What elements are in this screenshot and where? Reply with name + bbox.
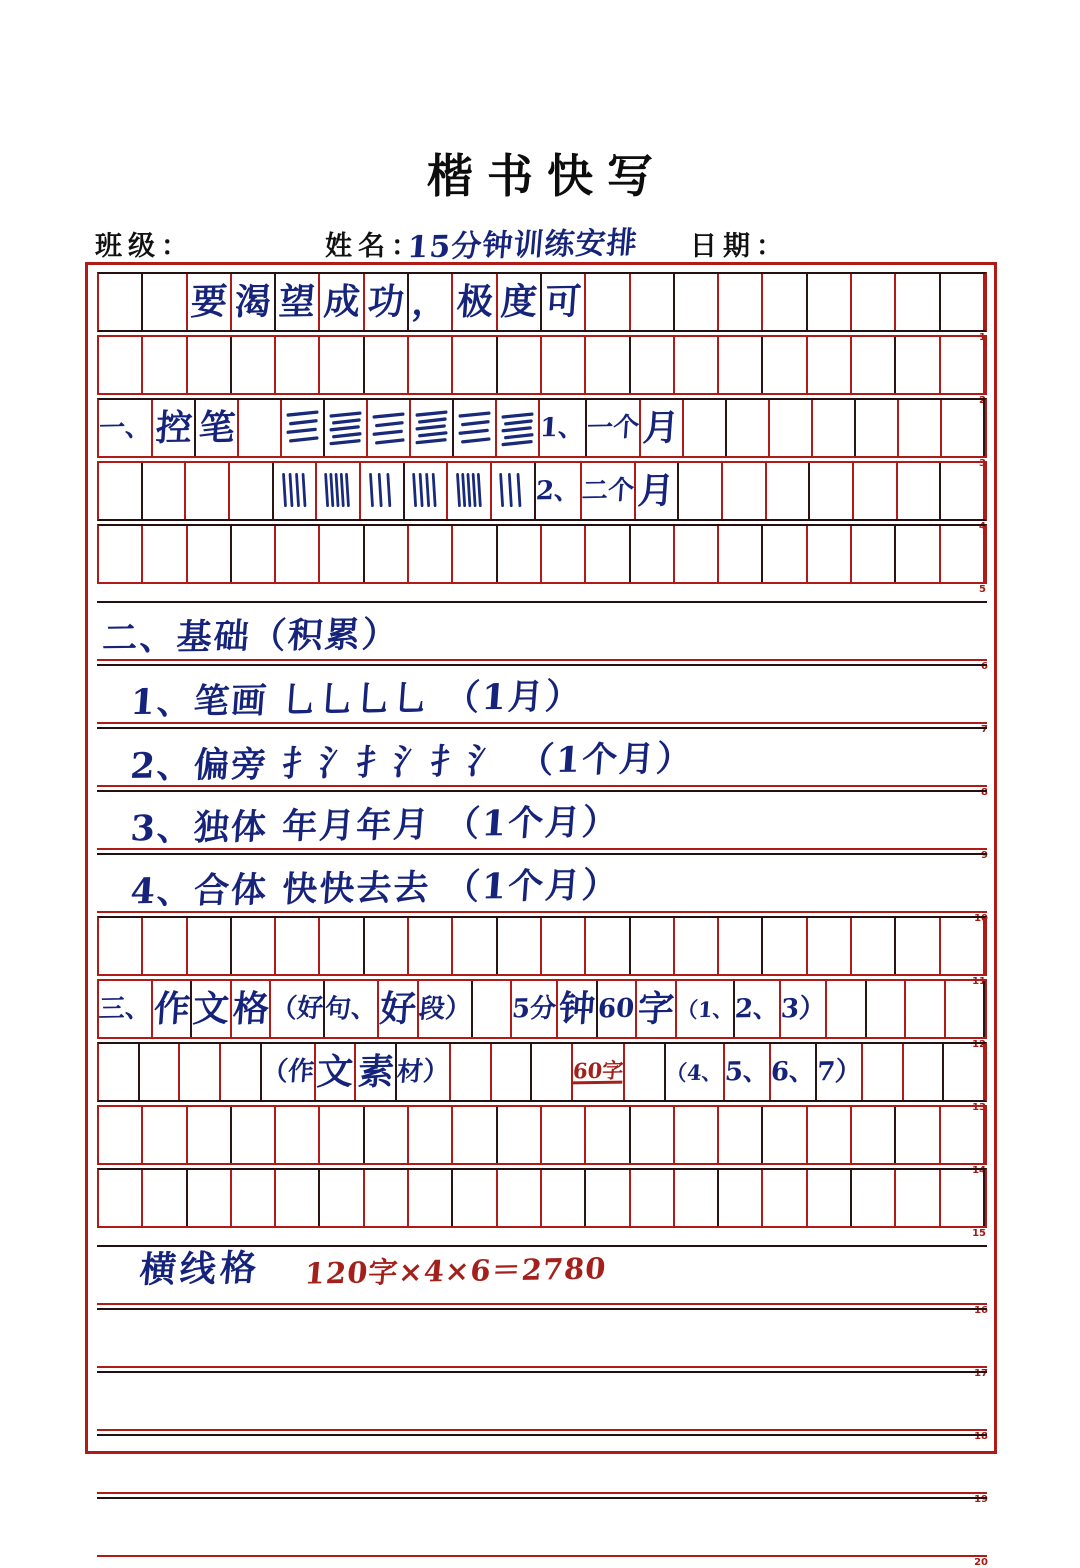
grid-cell[interactable] xyxy=(719,274,763,330)
grid-cell[interactable] xyxy=(188,1107,232,1163)
grid-cell[interactable] xyxy=(453,526,497,582)
grid-cell[interactable] xyxy=(719,918,763,974)
grid-cell[interactable] xyxy=(365,337,409,393)
row-gap xyxy=(97,584,987,601)
cell-handwriting: 段） xyxy=(417,993,472,1025)
grid-cell[interactable] xyxy=(586,337,630,393)
row-number: 12 xyxy=(972,1039,986,1050)
grid-cell[interactable] xyxy=(532,1044,573,1100)
grid-cell[interactable] xyxy=(419,981,473,1037)
grid-cell[interactable] xyxy=(188,274,232,330)
cell-handwriting: 2、 xyxy=(534,475,581,507)
row-number: 5 xyxy=(979,584,986,595)
cell-handwriting: 成 xyxy=(322,280,362,324)
grid-cell[interactable] xyxy=(453,918,497,974)
hengxiange-calculation: 120字×4×6＝2780 xyxy=(303,1251,608,1291)
grid-cell[interactable] xyxy=(808,274,852,330)
grid-cell[interactable] xyxy=(451,1044,492,1100)
worksheet-row xyxy=(97,1431,988,1505)
grid-cell[interactable] xyxy=(867,981,906,1037)
cell-handwriting: 句、 xyxy=(324,993,379,1025)
grid-cell[interactable] xyxy=(232,1107,276,1163)
row-number: 16 xyxy=(974,1305,988,1316)
worksheet-row xyxy=(97,913,988,987)
grid-cell[interactable] xyxy=(946,981,985,1037)
shu-stroke-practice-icon[interactable] xyxy=(361,463,405,519)
row-number: 19 xyxy=(974,1494,988,1505)
grid-cell[interactable] xyxy=(409,526,453,582)
row-number: 13 xyxy=(972,1102,986,1113)
grid-cell[interactable] xyxy=(536,463,582,519)
grid-cell[interactable] xyxy=(763,526,807,582)
grid-cell[interactable] xyxy=(453,1107,497,1163)
heng-stroke-practice-icon[interactable] xyxy=(454,400,497,456)
worksheet-row xyxy=(97,1039,987,1113)
cell-handwriting: 好 xyxy=(378,987,418,1031)
grid-cell[interactable] xyxy=(631,918,675,974)
hengxiange-label: 横线格 xyxy=(138,1246,262,1292)
grid-cell[interactable] xyxy=(542,337,586,393)
grid-cell[interactable] xyxy=(582,463,636,519)
grid-cell[interactable] xyxy=(540,400,586,456)
grid-cell[interactable] xyxy=(637,981,676,1037)
shu-stroke-practice-icon[interactable] xyxy=(405,463,449,519)
grid-cell[interactable] xyxy=(899,400,942,456)
grid-cell[interactable] xyxy=(188,1170,232,1226)
row-number: 7 xyxy=(981,724,988,735)
grid-cell[interactable] xyxy=(679,463,723,519)
worksheet-row xyxy=(97,787,988,861)
worksheet-row xyxy=(97,1305,988,1379)
grid-cell[interactable] xyxy=(542,274,586,330)
grid-cell[interactable] xyxy=(276,526,320,582)
grid-cell[interactable] xyxy=(763,274,807,330)
row-number: 11 xyxy=(972,976,986,987)
cell-handwriting: 3） xyxy=(780,993,827,1025)
grid-cell[interactable] xyxy=(719,526,763,582)
grid-cell[interactable] xyxy=(320,1170,364,1226)
cell-handwriting: ， xyxy=(410,280,450,324)
grid-cell[interactable] xyxy=(896,918,940,974)
grid-cell[interactable] xyxy=(498,1107,542,1163)
grid-cell[interactable] xyxy=(143,918,187,974)
cell-handwriting: 5分 xyxy=(511,993,558,1025)
grid-cell[interactable] xyxy=(262,1044,316,1100)
cell-handwriting: 渴 xyxy=(233,280,273,324)
grid-cell[interactable] xyxy=(854,463,898,519)
cell-handwriting: 极 xyxy=(455,280,495,324)
cell-handwriting: 一、 xyxy=(97,412,153,444)
grid-cell[interactable] xyxy=(586,1107,630,1163)
grid-cell[interactable] xyxy=(276,337,320,393)
grid-cell[interactable] xyxy=(498,274,542,330)
cell-handwriting: 度 xyxy=(499,280,539,324)
cell-handwriting: （作 xyxy=(260,1056,315,1088)
cell-handwriting: 月 xyxy=(636,469,676,513)
grid-cell[interactable] xyxy=(719,1107,763,1163)
cell-handwriting: 文 xyxy=(315,1050,355,1094)
row-number: 15 xyxy=(972,1228,986,1239)
grid-cell[interactable] xyxy=(587,400,641,456)
grid-cell[interactable] xyxy=(99,400,153,456)
grid-cell[interactable] xyxy=(498,918,542,974)
grid-cell[interactable] xyxy=(276,1170,320,1226)
grid-cell[interactable] xyxy=(230,463,274,519)
name-label: 姓名： xyxy=(325,231,424,262)
grid-cell[interactable] xyxy=(941,274,985,330)
grid-cell[interactable] xyxy=(192,981,231,1037)
grid-cell[interactable] xyxy=(944,1044,985,1100)
row-number: 6 xyxy=(981,661,988,672)
cell-handwriting: 二个 xyxy=(580,475,635,507)
grid-cell[interactable] xyxy=(863,1044,904,1100)
grid-cell[interactable] xyxy=(852,526,896,582)
cell-handwriting: 文 xyxy=(191,987,231,1031)
grid-cell[interactable] xyxy=(99,337,143,393)
line-handwriting: 1、笔画 乚乚乚乚 （1月） xyxy=(129,675,584,724)
grid-cell[interactable] xyxy=(232,918,276,974)
line-handwriting: 3、独体 年月年月 （1个月） xyxy=(129,801,621,850)
grid-cell[interactable] xyxy=(719,1170,763,1226)
worksheet-row xyxy=(97,1102,987,1176)
worksheet-row xyxy=(97,332,987,406)
grid-cell[interactable] xyxy=(143,1107,187,1163)
grid-cell[interactable] xyxy=(365,918,409,974)
grid-cell[interactable] xyxy=(725,1044,771,1100)
cell-handwriting: 60字 xyxy=(572,1057,625,1084)
grid-cell[interactable] xyxy=(573,1044,625,1100)
grid-cell[interactable] xyxy=(852,337,896,393)
heng-stroke-practice-icon[interactable] xyxy=(282,400,325,456)
worksheet-row xyxy=(97,458,987,532)
header-fields xyxy=(0,222,1080,266)
grid-cell[interactable] xyxy=(320,918,364,974)
grid-cell[interactable] xyxy=(856,400,899,456)
grid-cell[interactable] xyxy=(153,981,192,1037)
grid-cell[interactable] xyxy=(453,337,497,393)
grid-cell[interactable] xyxy=(99,1170,143,1226)
grid-cell[interactable] xyxy=(409,274,453,330)
grid-cell[interactable] xyxy=(196,400,239,456)
worksheet-row xyxy=(97,601,988,672)
grid-cell[interactable] xyxy=(143,463,187,519)
grid-cell[interactable] xyxy=(542,1107,586,1163)
page-title: 楷书快写 xyxy=(427,149,667,203)
line-handwriting: 2、偏旁 扌氵扌氵扌氵 （1个月） xyxy=(128,738,695,787)
row-gap xyxy=(97,1228,987,1245)
grid-cell[interactable] xyxy=(941,526,985,582)
grid-cell[interactable] xyxy=(631,1107,675,1163)
grid-cell[interactable] xyxy=(232,526,276,582)
grid-cell[interactable] xyxy=(896,274,940,330)
heng-stroke-practice-icon[interactable] xyxy=(411,400,454,456)
grid-cell[interactable] xyxy=(542,918,586,974)
grid-cell[interactable] xyxy=(675,1107,719,1163)
grid-cell[interactable] xyxy=(186,463,230,519)
grid-cell[interactable] xyxy=(586,918,630,974)
grid-cell[interactable] xyxy=(808,1170,852,1226)
grid-cell[interactable] xyxy=(232,274,276,330)
worksheet-row xyxy=(97,724,988,798)
grid-cell[interactable] xyxy=(143,526,187,582)
row-number: 9 xyxy=(981,850,988,861)
grid-cell[interactable] xyxy=(316,1044,357,1100)
shu-stroke-practice-icon[interactable] xyxy=(448,463,492,519)
line-handwriting: 4、合体 快快去去 （1个月） xyxy=(129,864,621,913)
grid-cell[interactable] xyxy=(906,981,945,1037)
grid-cell[interactable] xyxy=(232,1170,276,1226)
grid-cell[interactable] xyxy=(512,981,558,1037)
grid-cell[interactable] xyxy=(473,981,512,1037)
grid-cell[interactable] xyxy=(631,337,675,393)
row-number: 18 xyxy=(974,1431,988,1442)
grid-cell[interactable] xyxy=(365,1107,409,1163)
grid-cell[interactable] xyxy=(631,526,675,582)
grid-cell[interactable] xyxy=(409,337,453,393)
shu-stroke-practice-icon[interactable] xyxy=(274,463,318,519)
grid-cell[interactable] xyxy=(666,1044,725,1100)
heng-stroke-practice-icon[interactable] xyxy=(497,400,540,456)
line-handwriting: 二、基础（积累） xyxy=(101,613,401,660)
grid-cell[interactable] xyxy=(727,400,770,456)
grid-cell[interactable] xyxy=(896,1107,940,1163)
grid-cell[interactable] xyxy=(763,1107,807,1163)
grid-cell[interactable] xyxy=(586,1170,630,1226)
cell-handwriting: 笔 xyxy=(197,406,237,450)
grid-cell[interactable] xyxy=(140,1044,181,1100)
cell-handwriting: 控 xyxy=(154,406,194,450)
grid-cell[interactable] xyxy=(771,1044,817,1100)
grid-cell[interactable] xyxy=(320,1107,364,1163)
grid-cell[interactable] xyxy=(498,526,542,582)
grid-cell[interactable] xyxy=(817,1044,863,1100)
grid-cell[interactable] xyxy=(723,463,767,519)
cell-handwriting: 功 xyxy=(366,280,406,324)
grid-cell[interactable] xyxy=(941,463,985,519)
grid-cell[interactable] xyxy=(99,526,143,582)
grid-cell[interactable] xyxy=(808,1107,852,1163)
grid-cell[interactable] xyxy=(941,1107,985,1163)
grid-cell[interactable] xyxy=(232,337,276,393)
cell-handwriting: 望 xyxy=(277,280,317,324)
worksheet-row xyxy=(97,1494,988,1568)
row-number: 17 xyxy=(974,1368,988,1379)
shu-stroke-practice-icon[interactable] xyxy=(317,463,361,519)
date-label: 日期： xyxy=(690,231,789,262)
grid-cell[interactable] xyxy=(675,918,719,974)
grid-cell[interactable] xyxy=(770,400,813,456)
grid-cell[interactable] xyxy=(365,274,409,330)
grid-cell[interactable] xyxy=(232,981,271,1037)
grid-cell[interactable] xyxy=(498,337,542,393)
grid-cell[interactable] xyxy=(763,1170,807,1226)
cell-handwriting: 6、 xyxy=(769,1056,816,1088)
grid-cell[interactable] xyxy=(99,1107,143,1163)
worksheet-row xyxy=(97,1165,987,1239)
row-number: 8 xyxy=(981,787,988,798)
grid-cell[interactable] xyxy=(813,400,856,456)
shu-stroke-practice-icon[interactable] xyxy=(492,463,536,519)
grid-cell[interactable] xyxy=(675,1170,719,1226)
row-number: 10 xyxy=(974,913,988,924)
grid-cell[interactable] xyxy=(767,463,811,519)
cell-handwriting: 钟 xyxy=(557,987,597,1031)
heng-stroke-practice-icon[interactable] xyxy=(368,400,411,456)
heng-stroke-practice-icon[interactable] xyxy=(325,400,368,456)
cell-handwriting: 60 xyxy=(597,993,636,1025)
grid-cell[interactable] xyxy=(99,463,143,519)
cell-handwriting: 5、 xyxy=(723,1056,770,1088)
cell-handwriting: 可 xyxy=(543,280,583,324)
grid-cell[interactable] xyxy=(808,337,852,393)
cell-handwriting: 月 xyxy=(641,406,681,450)
grid-cell[interactable] xyxy=(898,463,942,519)
grid-cell[interactable] xyxy=(99,918,143,974)
cell-handwriting: 作 xyxy=(152,987,192,1031)
grid-cell[interactable] xyxy=(397,1044,451,1100)
grid-cell[interactable] xyxy=(827,981,866,1037)
worksheet-row xyxy=(97,521,987,595)
row-number: 1 xyxy=(979,332,986,343)
worksheet-rows xyxy=(97,272,988,1568)
name-handwritten-value: 15分钟训练安排 xyxy=(406,225,640,266)
grid-cell[interactable] xyxy=(598,981,637,1037)
grid-cell[interactable] xyxy=(636,463,680,519)
row-number: 14 xyxy=(972,1165,986,1176)
grid-cell[interactable] xyxy=(677,981,736,1037)
grid-cell[interactable] xyxy=(684,400,727,456)
grid-cell[interactable] xyxy=(409,1107,453,1163)
grid-cell[interactable] xyxy=(99,981,153,1037)
grid-cell[interactable] xyxy=(808,526,852,582)
cell-handwriting: 7） xyxy=(815,1056,862,1088)
grid-cell[interactable] xyxy=(675,274,719,330)
worksheet-row xyxy=(97,272,987,343)
grid-cell[interactable] xyxy=(180,1044,221,1100)
grid-cell[interactable] xyxy=(810,463,854,519)
grid-cell[interactable] xyxy=(808,918,852,974)
worksheet-row xyxy=(97,850,988,924)
grid-cell[interactable] xyxy=(409,1170,453,1226)
grid-cell[interactable] xyxy=(320,526,364,582)
grid-cell[interactable] xyxy=(586,526,630,582)
grid-cell[interactable] xyxy=(239,400,282,456)
cell-handwriting: 1、 xyxy=(539,412,586,444)
grid-cell[interactable] xyxy=(542,1170,586,1226)
row-number: 4 xyxy=(979,521,986,532)
grid-cell[interactable] xyxy=(99,274,143,330)
cell-handwriting: （好 xyxy=(270,993,325,1025)
grid-cell[interactable] xyxy=(143,1170,187,1226)
grid-cell[interactable] xyxy=(153,400,196,456)
class-label: 班级： xyxy=(95,231,194,262)
grid-cell[interactable] xyxy=(852,918,896,974)
row-number: 3 xyxy=(979,458,986,469)
row-number: 2 xyxy=(979,395,986,406)
grid-cell[interactable] xyxy=(735,981,781,1037)
grid-cell[interactable] xyxy=(852,274,896,330)
grid-cell[interactable] xyxy=(852,1170,896,1226)
grid-cell[interactable] xyxy=(99,1044,140,1100)
grid-cell[interactable] xyxy=(498,1170,542,1226)
worksheet-row xyxy=(97,661,988,735)
worksheet-row xyxy=(97,1368,988,1442)
cell-handwriting: 素 xyxy=(356,1050,396,1094)
grid-cell[interactable] xyxy=(586,274,630,330)
grid-cell[interactable] xyxy=(763,337,807,393)
cell-handwriting: 格 xyxy=(231,987,271,1031)
grid-cell[interactable] xyxy=(221,1044,262,1100)
grid-cell[interactable] xyxy=(896,1170,940,1226)
grid-cell[interactable] xyxy=(941,337,985,393)
cell-handwriting: 2、 xyxy=(734,993,781,1025)
grid-cell[interactable] xyxy=(942,400,985,456)
grid-cell[interactable] xyxy=(896,337,940,393)
grid-cell[interactable] xyxy=(271,981,325,1037)
grid-cell[interactable] xyxy=(904,1044,945,1100)
grid-cell[interactable] xyxy=(675,526,719,582)
grid-cell[interactable] xyxy=(276,918,320,974)
grid-cell[interactable] xyxy=(896,526,940,582)
grid-cell[interactable] xyxy=(143,337,187,393)
grid-cell[interactable] xyxy=(188,337,232,393)
cell-handwriting: 字 xyxy=(636,987,676,1031)
grid-cell[interactable] xyxy=(188,918,232,974)
cell-handwriting: 材） xyxy=(395,1056,451,1088)
grid-cell[interactable] xyxy=(365,526,409,582)
row-number: 20 xyxy=(974,1557,988,1568)
cell-handwriting: 要 xyxy=(189,280,229,324)
grid-cell[interactable] xyxy=(492,1044,533,1100)
grid-cell[interactable] xyxy=(325,981,379,1037)
grid-cell[interactable] xyxy=(558,981,597,1037)
grid-cell[interactable] xyxy=(781,981,827,1037)
grid-cell[interactable] xyxy=(675,337,719,393)
grid-cell[interactable] xyxy=(453,274,497,330)
grid-cell[interactable] xyxy=(320,337,364,393)
grid-cell[interactable] xyxy=(941,1170,985,1226)
grid-cell[interactable] xyxy=(356,1044,397,1100)
cell-handwriting: 一个 xyxy=(585,412,640,444)
grid-cell[interactable] xyxy=(143,274,187,330)
cell-handwriting: （4、 xyxy=(665,1059,724,1085)
grid-cell[interactable] xyxy=(631,1170,675,1226)
worksheet-row xyxy=(97,395,987,469)
grid-cell[interactable] xyxy=(631,274,675,330)
grid-cell[interactable] xyxy=(542,526,586,582)
grid-cell[interactable] xyxy=(641,400,684,456)
grid-cell[interactable] xyxy=(276,1107,320,1163)
grid-cell[interactable] xyxy=(941,918,985,974)
grid-cell[interactable] xyxy=(276,274,320,330)
grid-cell[interactable] xyxy=(409,918,453,974)
grid-cell[interactable] xyxy=(763,918,807,974)
grid-cell[interactable] xyxy=(719,337,763,393)
worksheet-row xyxy=(97,976,987,1050)
cell-handwriting: 三、 xyxy=(97,993,153,1025)
grid-cell[interactable] xyxy=(852,1107,896,1163)
grid-cell[interactable] xyxy=(188,526,232,582)
grid-cell[interactable] xyxy=(365,1170,409,1226)
grid-cell[interactable] xyxy=(379,981,418,1037)
grid-cell[interactable] xyxy=(625,1044,666,1100)
cell-handwriting: （1、 xyxy=(675,996,735,1022)
grid-cell[interactable] xyxy=(320,274,364,330)
grid-cell[interactable] xyxy=(453,1170,497,1226)
